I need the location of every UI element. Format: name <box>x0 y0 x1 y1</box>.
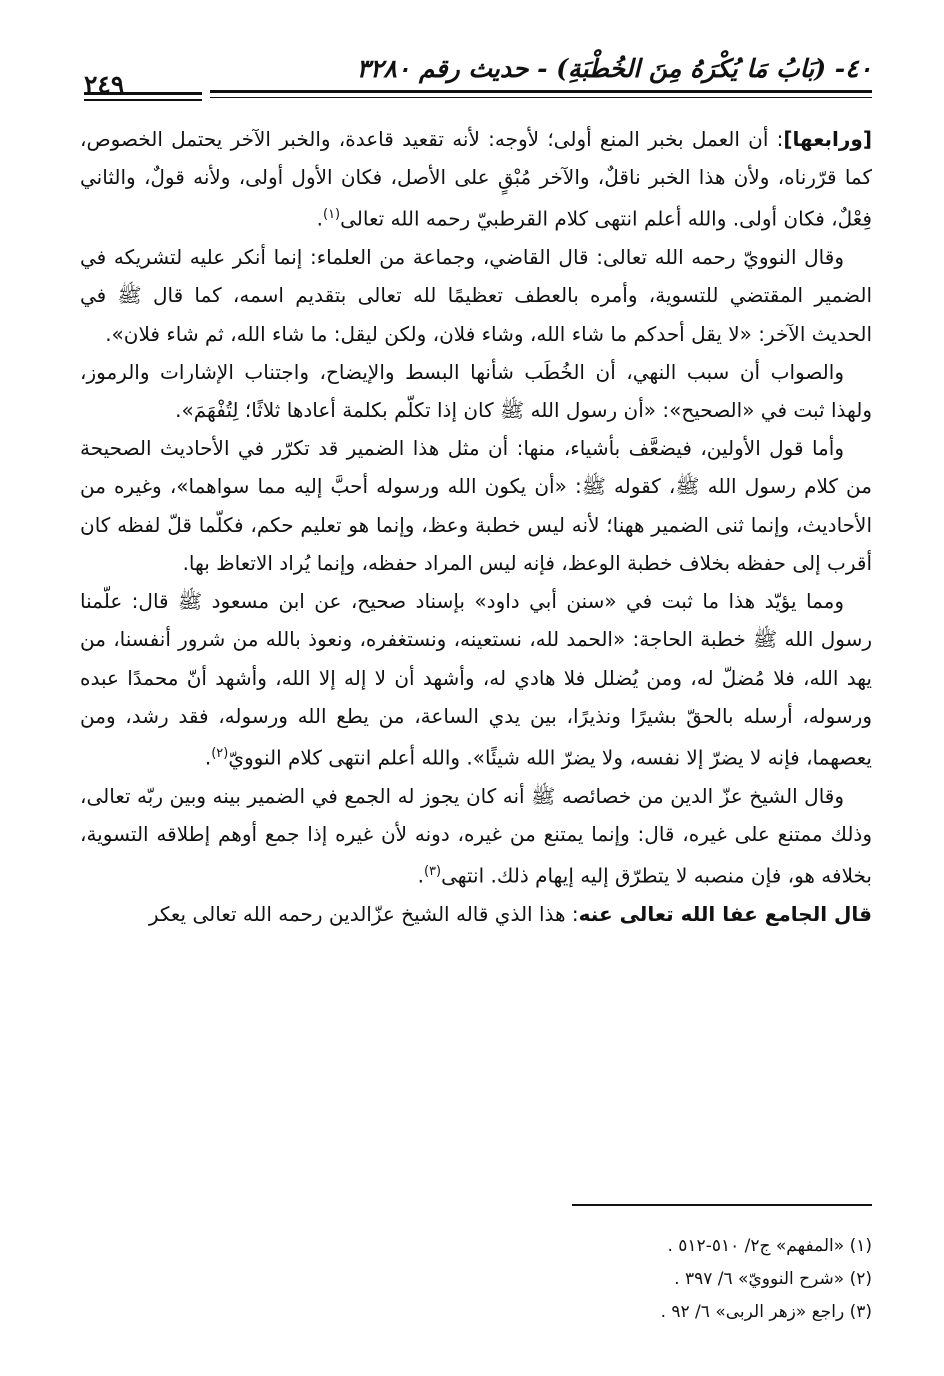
paragraph-text: وقال النوويّ رحمه الله تعالى: قال القاضي، وجماعة من العلماء: إنما أنكر عليه لتشريكه في الضمير المقتضي للتسوية، وأمره بالعطف تعظيمًا لله تعالى بتقديم اسمه، كما قال ﷺ في الحديث الآخر: «لا يقل أحدكم ما شاء الله، وشاء فلان، ولكن ليقل: ما شاء الله، ثم شاء فلان». <box>80 245 872 346</box>
page-number-rule-2 <box>84 99 202 101</box>
paragraph-6 <box>80 777 872 895</box>
footnote-ref: (٢) <box>211 745 229 761</box>
running-title: ٤٠- (بَابُ مَا يُكْرَهُ مِنَ الخُطْبَةِ) - حديث رقم ٣٢٨٠ <box>356 54 872 83</box>
footnote-ref: (٣) <box>423 864 442 880</box>
paragraph-1 <box>80 120 872 238</box>
footnotes <box>80 1230 872 1329</box>
paragraph-end: . <box>204 745 212 770</box>
footnote-2: (٢) «شرح النوويّ» ٦/ ٣٩٧ . <box>674 1269 872 1289</box>
paragraph-end: . <box>316 207 323 232</box>
paragraph-lead: [ورابعها] <box>783 127 872 151</box>
paragraph-2 <box>80 238 872 353</box>
paragraph-7 <box>80 895 872 933</box>
paragraph-4 <box>80 429 872 582</box>
paragraph-text: وقال الشيخ عزّ الدين من خصائصه ﷺ أنه كان يجوز له الجمع في الضمير بينه وبين ربّه تعالى، وذلك ممتنع على غيره، قال: وإنما يمتنع من غيره، دونه لأن غيره إذا جمع أوهم إطلاقه التسوية، بخلافه هو، فإن منصبه لا يتطرّق إليه إيهام ذلك. انتهى <box>80 783 872 888</box>
paragraph-5 <box>80 582 872 777</box>
paragraph-text: : هذا الذي قاله الشيخ عزّالدين رحمه الله تعالى يعكر <box>148 902 579 927</box>
paragraph-text: وأما قول الأولين، فيضعَّف بأشياء، منها: أن مثل هذا الضمير قد تكرّر في الأحاديث الصحيحة من كلام رسول الله ﷺ، كقوله ﷺ: «أن يكون الله ورسوله أحبَّ إليه مما سواهما»، وغيره من الأحاديث، وإنما ثنى الضمير ههنا؛ لأنه ليس خطبة وعظ، وإنما هو تعليم حكم، فكلّما قلّ لفظه كان أقرب إلى حفظه بخلاف خطبة الوعظ، فإنه ليس المراد حفظه، وإنما يُراد الاتعاظ بها. <box>80 436 872 575</box>
paragraph-lead: قال الجامع عفا الله تعالى عنه <box>578 902 872 927</box>
header-rule-thick <box>210 90 872 93</box>
paragraph-end: . <box>417 863 424 888</box>
paragraph-text: والصواب أن سبب النهي، أن الخُطَب شأنها البسط والإيضاح، واجتناب الإشارات والرموز، ولهذا ثبت في «الصحيح»: «أن رسول الله ﷺ كان إذا تكلّم بكلمة أعادها ثلاثًا؛ لِتُفْهَمَ». <box>80 359 872 423</box>
page-number: ٢٤٩ <box>84 70 125 99</box>
paragraph-3 <box>80 353 872 429</box>
footnote-separator <box>572 1204 872 1206</box>
paragraph-text: ومما يؤيّد هذا ما ثبت في «سنن أبي داود» بإسناد صحيح، عن ابن مسعود ﷺ قال: علّمنا رسول الله ﷺ خطبة الحاجة: «الحمد لله، نستعينه، ونستغفره، ونعوذ بالله من شرور أنفسنا، من يهد الله، فلا مُضلّ له، ومن يُضلل فلا هادي له، وأشهد أن لا إله إلا الله، وأشهد أنّ محمدًا عبده ورسوله، أرسله بالحقّ بشيرًا ونذيرًا، بين يدي الساعة، من يطع الله ورسوله، فقد رشد، ومن يعصهما، فإنه لا يضرّ إلا نفسه، ولا يضرّ الله شيئًا». والله أعلم انتهى كلام النوويّ <box>80 589 872 770</box>
footnote-ref: (١) <box>322 207 341 223</box>
page-header <box>80 48 872 106</box>
page-number-rule-1 <box>84 92 202 95</box>
footnote-3: (٣) راجع «زهر الربى» ٦/ ٩٢ . <box>660 1302 872 1322</box>
page <box>80 48 872 1348</box>
header-rule-thin <box>210 97 872 98</box>
paragraph-text: : أن العمل بخبر المنع أولى؛ لأوجه: لأنه تقعيد قاعدة، والخبر الآخر يحتمل الخصوص، كما قرّرناه، ولأن هذا الخبر ناقلٌ، والآخر مُبْقٍ على الأصل، فكان الأول أولى، ولأنه قولٌ، والثاني فِعْلٌ، فكان أولى. والله أعلم انتهى كلام القرطبيّ رحمه الله تعالى <box>80 127 872 232</box>
main-text <box>80 120 872 933</box>
footnote-1: (١) «المفهم» ج٢/ ٥١٠-٥١٢ . <box>667 1236 872 1256</box>
